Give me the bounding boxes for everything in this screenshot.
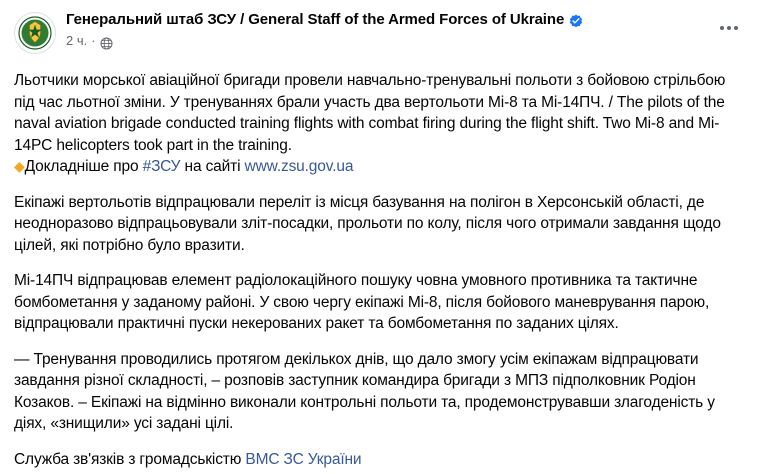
post-paragraph-1: [14, 70, 744, 156]
more-info-text: Докладніше про: [24, 158, 143, 175]
meta-separator: ·: [91, 33, 96, 48]
dot-1: [720, 26, 724, 30]
globe-icon: [100, 37, 113, 50]
post-paragraph-4: Мі-14ПЧ відпрацював елемент радіолокаційного пошуку човна умовного противника та тактичне бомбометання у заданому районі. У свою чергу екіпажі Мі-8, після бойового маневрування парою, відпрацювали практичні пуски некерованих ракет та бомбометання по заданих цілях.: [14, 272, 710, 332]
general-staff-emblem-icon: [18, 16, 52, 50]
orange-diamond-icon: ◆: [14, 158, 25, 174]
post-meta: [66, 33, 744, 49]
post-paragraph-2: [14, 156, 744, 178]
page-name-row: [66, 10, 744, 30]
press-service-text: Служба зв'язків з громадськістю: [14, 450, 246, 468]
dot-2: [727, 26, 731, 30]
post-paragraph-3: Екіпажі вертольотів відпрацювали переліт із місця базування на полігон в Херсонській області, де неодноразово відпрацьовували зліт-посадки, прольоти по колу, після чого отримали завдання щодо цілей, які потрібно було вразити.: [14, 193, 721, 254]
dot-3: [734, 26, 738, 30]
avatar[interactable]: [14, 12, 56, 54]
post-timestamp[interactable]: 2 ч.: [66, 33, 88, 48]
post-paragraph-6: [14, 449, 744, 471]
hashtag-zsu-link[interactable]: #ЗСУ: [142, 158, 181, 175]
site-text: на сайті: [180, 158, 245, 175]
post-paragraph-1-text: Льотчики морської авіаційної бригади провели навчально-тренувальні польоти з бойовою стрільбою під час льотної зміни. У тренуваннях брали участь два вертольоти Мі-8 та Мі-14ПЧ. / The pilots of the naval aviation brigade conducted training flights with combat firing during the flight shift. Two Mi-8 and Mi-14PC helicopters took part in the training.: [14, 72, 726, 154]
verified-badge-icon: [569, 14, 583, 28]
page-name[interactable]: Генеральний штаб ЗСУ / General Staff of the Armed Forces of Ukraine: [66, 11, 565, 28]
more-options-button[interactable]: [714, 18, 744, 38]
zsu-website-link[interactable]: www.zsu.gov.ua: [244, 158, 354, 175]
navy-page-link[interactable]: ВМС ЗС України: [245, 450, 362, 468]
post-message: [14, 70, 744, 470]
post-header-text: [66, 10, 744, 49]
post-paragraph-5: — Тренування проводились протягом декількох днів, що дало змогу усім екіпажам відпрацювати завдання різної складності, – розповів заступник командира бригади з МПЗ підполковник Родіон Козаков. – Екіпажі на відмінно виконали контрольні польоти та, продемонструвавши злагоденість у діях, «знищили» усі задані цілі.: [14, 350, 715, 432]
post-header: [14, 10, 744, 62]
